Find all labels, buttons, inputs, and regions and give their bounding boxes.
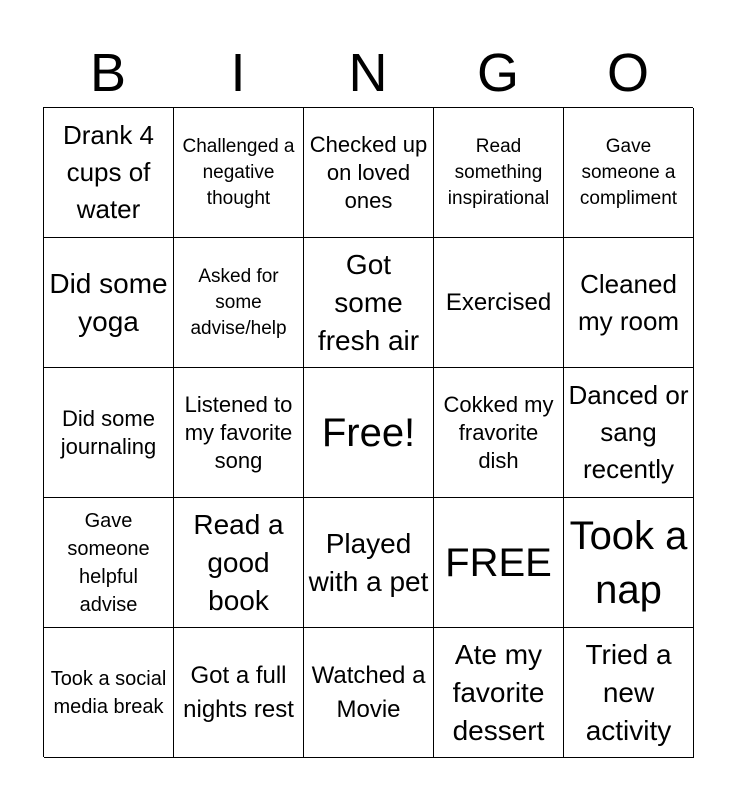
bingo-cell[interactable]: Gave someone helpful advise <box>44 498 174 628</box>
bingo-cell[interactable]: Danced or sang recently <box>564 368 694 498</box>
bingo-cell[interactable]: Drank 4 cups of water <box>44 108 174 238</box>
bingo-cell[interactable]: Took a nap <box>564 498 694 628</box>
bingo-cell[interactable]: Did some yoga <box>44 238 174 368</box>
bingo-cell[interactable]: Asked for some advise/help <box>174 238 304 368</box>
header-letter-i: I <box>230 43 246 103</box>
header-letter-b: B <box>89 43 127 103</box>
bingo-cell[interactable]: Checked up on loved ones <box>304 108 434 238</box>
free-space-cell[interactable]: FREE <box>434 498 564 628</box>
bingo-cell[interactable]: Gave someone a compliment <box>564 108 694 238</box>
bingo-card-grid <box>43 107 693 757</box>
free-space-cell[interactable]: Free! <box>304 368 434 498</box>
bingo-cell[interactable]: Read something inspirational <box>434 108 564 238</box>
bingo-cell[interactable]: Did some journaling <box>44 368 174 498</box>
bingo-cell[interactable]: Read a good book <box>174 498 304 628</box>
bingo-cell[interactable]: Got some fresh air <box>304 238 434 368</box>
bingo-cell[interactable]: Listened to my favorite song <box>174 368 304 498</box>
bingo-cell[interactable]: Ate my favorite dessert <box>434 628 564 758</box>
header-letter-g: G <box>476 43 519 103</box>
bingo-cell[interactable]: Challenged a negative thought <box>174 108 304 238</box>
header-letter-o: O <box>606 43 649 103</box>
bingo-header <box>43 40 693 106</box>
bingo-cell[interactable]: Cleaned my room <box>564 238 694 368</box>
bingo-cell[interactable]: Played with a pet <box>304 498 434 628</box>
header-letter-n: N <box>348 43 388 103</box>
bingo-cell[interactable]: Took a social media break <box>44 628 174 758</box>
bingo-cell[interactable]: Tried a new activity <box>564 628 694 758</box>
bingo-cell[interactable]: Exercised <box>434 238 564 368</box>
bingo-cell[interactable]: Cokked my fravorite dish <box>434 368 564 498</box>
bingo-cell[interactable]: Got a full nights rest <box>174 628 304 758</box>
bingo-cell[interactable]: Watched a Movie <box>304 628 434 758</box>
